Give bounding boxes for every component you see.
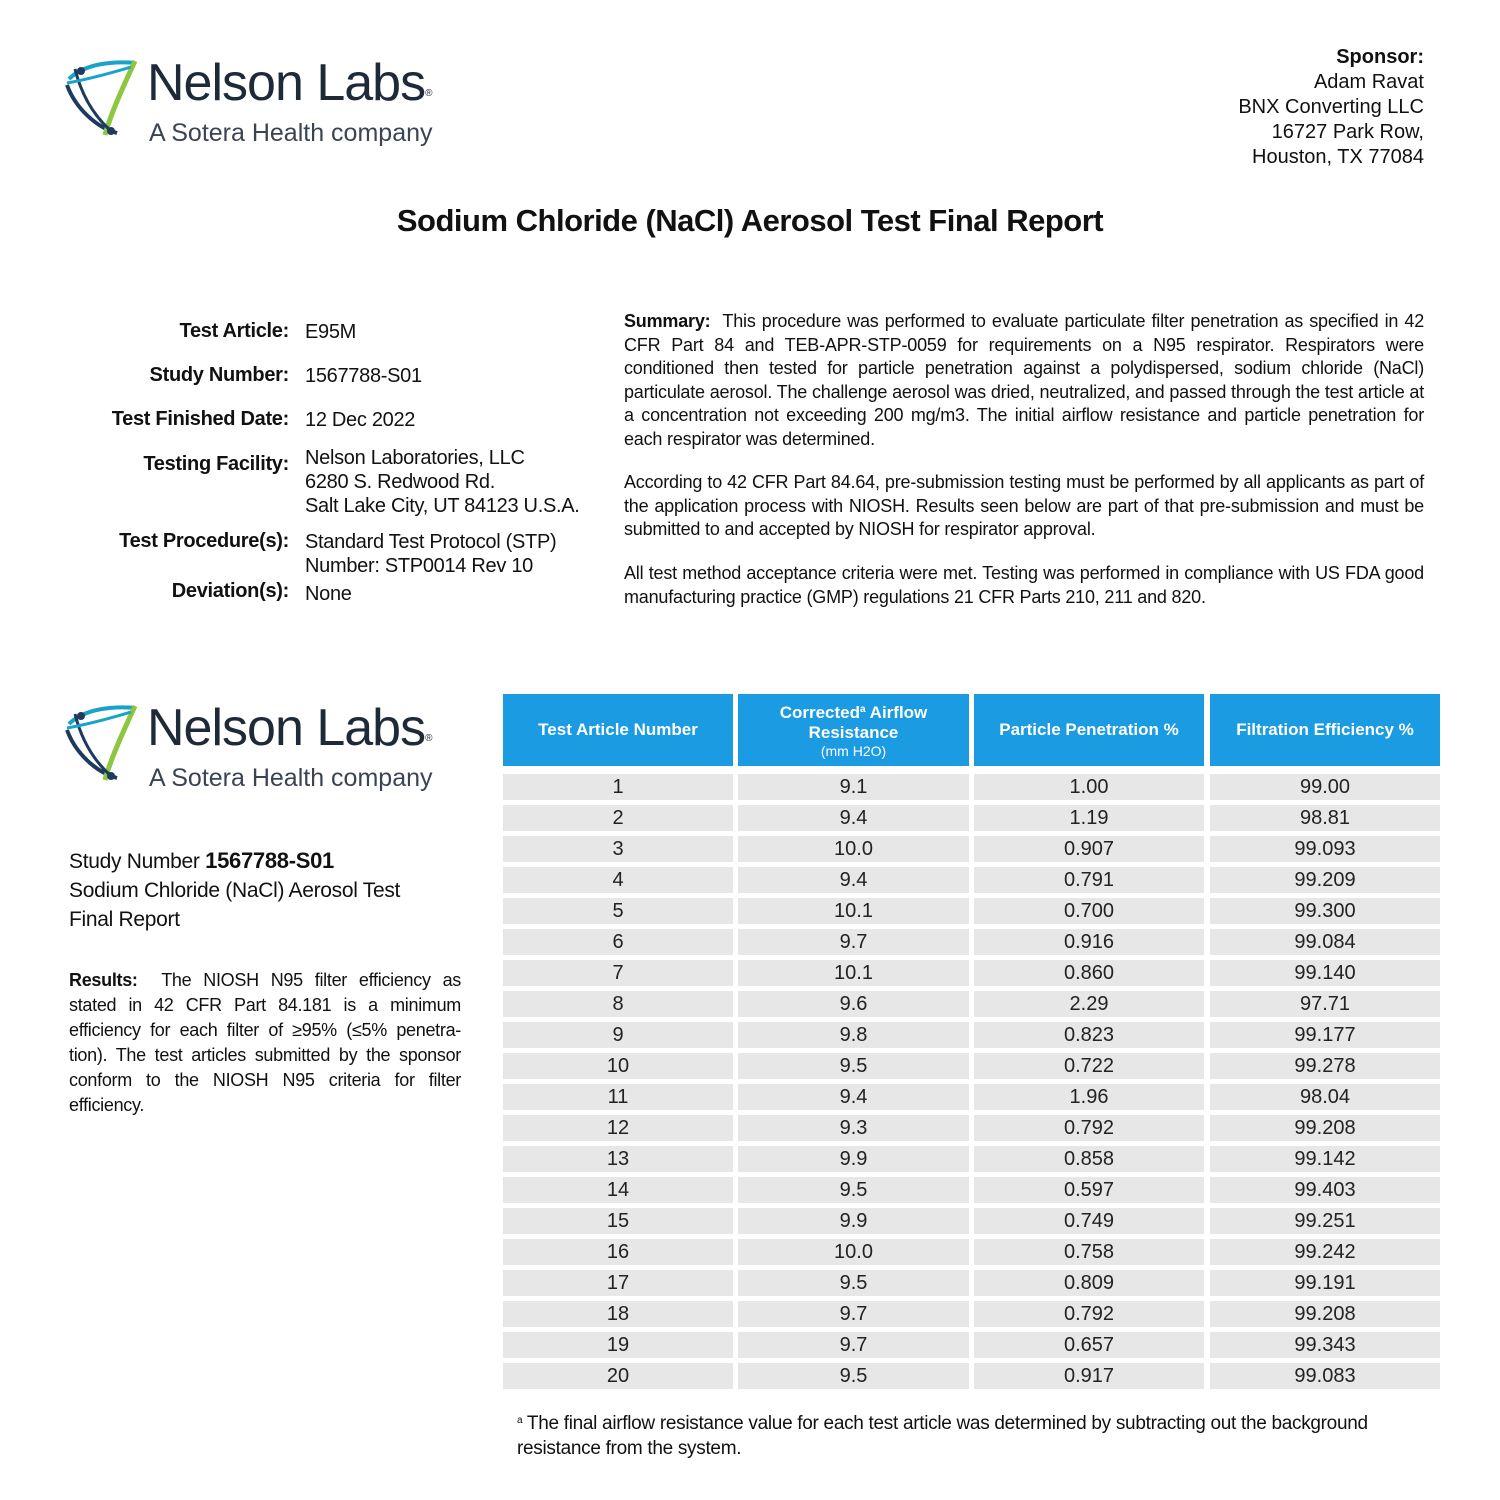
cell-airflow-resistance: 9.6 xyxy=(738,991,969,1017)
cell-test-article-number: 16 xyxy=(503,1239,733,1265)
cell-airflow-resistance: 10.0 xyxy=(738,836,969,862)
cell-test-article-number: 10 xyxy=(503,1053,733,1079)
cell-test-article-number: 1 xyxy=(503,774,733,800)
cell-filtration-efficiency: 99.00 xyxy=(1210,774,1440,800)
sponsor-line: Adam Ravat xyxy=(1313,71,1424,93)
header-particle-penetration: Particle Penetration % xyxy=(974,694,1204,766)
cell-test-article-number: 18 xyxy=(503,1301,733,1327)
cell-airflow-resistance: 9.5 xyxy=(738,1177,969,1203)
cell-airflow-resistance: 9.5 xyxy=(738,1363,969,1389)
cell-filtration-efficiency: 98.04 xyxy=(1210,1084,1440,1110)
cell-test-article-number: 13 xyxy=(503,1146,733,1172)
study-number-bold: 1567788-S01 xyxy=(205,848,334,873)
cell-particle-penetration: 0.597 xyxy=(974,1177,1204,1203)
cell-filtration-efficiency: 99.084 xyxy=(1210,929,1440,955)
cell-test-article-number: 9 xyxy=(503,1022,733,1048)
cell-airflow-resistance: 9.3 xyxy=(738,1115,969,1141)
logo-wordmark: Nelson Labs® xyxy=(147,54,432,112)
cell-particle-penetration: 0.916 xyxy=(974,929,1204,955)
facility-line: Nelson Laboratories, LLC xyxy=(305,447,525,469)
cell-filtration-efficiency: 99.140 xyxy=(1210,960,1440,986)
test-article-value: E95M xyxy=(305,321,357,343)
study-number-label: Study Number: xyxy=(149,364,289,386)
study-title-line: Sodium Chloride (NaCl) Aerosol Test xyxy=(69,879,401,902)
cell-particle-penetration: 0.917 xyxy=(974,1363,1204,1389)
deviations-value: None xyxy=(305,583,352,605)
report-title: Sodium Chloride (NaCl) Aerosol Test Final Report xyxy=(396,203,1104,238)
cell-airflow-resistance: 9.4 xyxy=(738,1084,969,1110)
cell-filtration-efficiency: 99.251 xyxy=(1210,1208,1440,1234)
cell-filtration-efficiency: 98.81 xyxy=(1210,805,1440,831)
cell-filtration-efficiency: 99.093 xyxy=(1210,836,1440,862)
cell-filtration-efficiency: 99.300 xyxy=(1210,898,1440,924)
cell-airflow-resistance: 9.7 xyxy=(738,929,969,955)
header-test-article-number: Test Article Number xyxy=(503,694,733,766)
cell-test-article-number: 20 xyxy=(503,1363,733,1389)
cell-particle-penetration: 0.792 xyxy=(974,1115,1204,1141)
cell-filtration-efficiency: 99.278 xyxy=(1210,1053,1440,1079)
cell-airflow-resistance: 9.9 xyxy=(738,1146,969,1172)
deviations-label: Deviation(s): xyxy=(171,580,289,602)
study-number-line: Study Number 1567788-S01 xyxy=(69,848,334,873)
cell-airflow-resistance: 9.5 xyxy=(738,1053,969,1079)
facility-line: Salt Lake City, UT 84123 U.S.A. xyxy=(305,495,580,517)
study-number-value: 1567788-S01 xyxy=(305,365,422,387)
cell-particle-penetration: 0.907 xyxy=(974,836,1204,862)
footnote: $^a$ The final airflow resistance value for each test article was determined by subtracting out the background resistance from the system. xyxy=(517,1413,1368,1459)
test-procedure-label: Test Procedure(s): xyxy=(119,530,289,552)
sponsor-line: BNX Converting LLC xyxy=(1238,96,1424,118)
cell-test-article-number: 7 xyxy=(503,960,733,986)
cell-filtration-efficiency: 99.208 xyxy=(1210,1115,1440,1141)
cell-particle-penetration: 0.809 xyxy=(974,1270,1204,1296)
cell-particle-penetration: 0.758 xyxy=(974,1239,1204,1265)
cell-particle-penetration: 0.823 xyxy=(974,1022,1204,1048)
nelson-labs-logo-top xyxy=(65,54,465,157)
cell-airflow-resistance: 10.0 xyxy=(738,1239,969,1265)
cell-airflow-resistance: 9.4 xyxy=(738,867,969,893)
cell-airflow-resistance: 10.1 xyxy=(738,898,969,924)
footnote-marker: a xyxy=(517,1415,523,1426)
cell-test-article-number: 6 xyxy=(503,929,733,955)
cell-airflow-resistance: 9.9 xyxy=(738,1208,969,1234)
study-title-line: Final Report xyxy=(69,908,180,931)
cell-filtration-efficiency: 99.209 xyxy=(1210,867,1440,893)
cell-test-article-number: 2 xyxy=(503,805,733,831)
cell-filtration-efficiency: 99.343 xyxy=(1210,1332,1440,1358)
cell-test-article-number: 17 xyxy=(503,1270,733,1296)
results-paragraph: Results: The NIOSH N95 filter efficiency as stated in 42 CFR Part 84.181 is a minimum efficiency for each filter of ≥95% (≤5% penetra-tion). The test articles submitted by the sponsor conform to the NIOSH N95 criteria for filter efficiency. xyxy=(69,970,462,1115)
logo-tagline: A Sotera Health company xyxy=(149,764,433,792)
cell-particle-penetration: 0.792 xyxy=(974,1301,1204,1327)
test-finished-date-value: 12 Dec 2022 xyxy=(305,409,416,431)
cell-particle-penetration: 0.749 xyxy=(974,1208,1204,1234)
sponsor-block xyxy=(1238,45,1424,170)
sponsor-label: Sponsor: xyxy=(1336,46,1424,68)
cell-test-article-number: 15 xyxy=(503,1208,733,1234)
cell-filtration-efficiency: 99.083 xyxy=(1210,1363,1440,1389)
cell-filtration-efficiency: 99.177 xyxy=(1210,1022,1440,1048)
study-block xyxy=(69,846,469,934)
cell-airflow-resistance: 10.1 xyxy=(738,960,969,986)
logo-tagline: A Sotera Health company xyxy=(149,119,433,147)
cell-test-article-number: 3 xyxy=(503,836,733,862)
testing-facility-label: Testing Facility: xyxy=(143,453,289,475)
summary-paragraph-1: Summary: This procedure was performed to evaluate particulate filter penetration as specified in 42 CFR Part 84 and TEB-APR-STP-0059 for requirements on a N95 respirator. Respirators were conditioned then tested for particle penetration against a polydispersed, sodium chloride (NaCl) particulate aerosol. The challenge aerosol was dried, neutralized, and passed through the test article at a concentration not exceeding 200 mg/m3. The initial airflow resistance and particle penetration for each respirator was determined. xyxy=(624,311,1425,449)
cell-airflow-resistance: 9.4 xyxy=(738,805,969,831)
cell-filtration-efficiency: 99.142 xyxy=(1210,1146,1440,1172)
summary-paragraph-3: All test method acceptance criteria were met. Testing was performed in compliance with US FDA good manufacturing practice (GMP) regulations 21 CFR Parts 210, 211 and 820. xyxy=(624,563,1424,607)
cell-test-article-number: 12 xyxy=(503,1115,733,1141)
summary-label: Summary: xyxy=(624,311,711,331)
nelson-labs-logo-bottom xyxy=(65,699,465,802)
cell-test-article-number: 5 xyxy=(503,898,733,924)
cell-airflow-resistance: 9.8 xyxy=(738,1022,969,1048)
sponsor-line: Houston, TX 77084 xyxy=(1252,146,1424,168)
cell-airflow-resistance: 9.7 xyxy=(738,1332,969,1358)
nelson-labs-logo-icon xyxy=(65,702,139,782)
procedure-line: Number: STP0014 Rev 10 xyxy=(305,555,533,577)
cell-airflow-resistance: 9.5 xyxy=(738,1270,969,1296)
header-airflow-resistance: Corrected$^a$ Airflow Resistance (mm H2O) xyxy=(738,694,969,766)
sponsor-line: 16727 Park Row, xyxy=(1271,121,1424,143)
test-finished-date-label: Test Finished Date: xyxy=(111,408,289,430)
cell-test-article-number: 11 xyxy=(503,1084,733,1110)
cell-particle-penetration: 0.700 xyxy=(974,898,1204,924)
cell-filtration-efficiency: 99.191 xyxy=(1210,1270,1440,1296)
cell-particle-penetration: 0.860 xyxy=(974,960,1204,986)
cell-particle-penetration: 0.657 xyxy=(974,1332,1204,1358)
procedure-line: Standard Test Protocol (STP) xyxy=(305,531,557,553)
testing-facility-value xyxy=(305,446,580,518)
logo-wordmark: Nelson Labs® xyxy=(147,699,432,757)
cell-test-article-number: 4 xyxy=(503,867,733,893)
cell-filtration-efficiency: 99.208 xyxy=(1210,1301,1440,1327)
summary-paragraph-2: According to 42 CFR Part 84.64, pre-submission testing must be performed by all applicants as part of the application process with NIOSH. Results seen below are part of that pre-submission and must be submitted to and accepted by NIOSH for respirator approval. xyxy=(624,472,1424,539)
cell-particle-penetration: 1.00 xyxy=(974,774,1204,800)
nelson-labs-logo-icon xyxy=(65,57,139,137)
cell-test-article-number: 19 xyxy=(503,1332,733,1358)
test-procedure-value xyxy=(305,530,556,578)
cell-filtration-efficiency: 97.71 xyxy=(1210,991,1440,1017)
cell-airflow-resistance: 9.1 xyxy=(738,774,969,800)
cell-filtration-efficiency: 99.242 xyxy=(1210,1239,1440,1265)
cell-test-article-number: 8 xyxy=(503,991,733,1017)
facility-line: 6280 S. Redwood Rd. xyxy=(305,471,495,493)
cell-test-article-number: 14 xyxy=(503,1177,733,1203)
cell-airflow-resistance: 9.7 xyxy=(738,1301,969,1327)
cell-filtration-efficiency: 99.403 xyxy=(1210,1177,1440,1203)
test-article-label: Test Article: xyxy=(179,320,289,342)
cell-particle-penetration: 1.19 xyxy=(974,805,1204,831)
cell-particle-penetration: 1.96 xyxy=(974,1084,1204,1110)
results-label: Results: xyxy=(69,970,138,990)
cell-particle-penetration: 2.29 xyxy=(974,991,1204,1017)
header-filtration-efficiency: Filtration Efficiency % xyxy=(1210,694,1440,766)
cell-particle-penetration: 0.722 xyxy=(974,1053,1204,1079)
cell-particle-penetration: 0.791 xyxy=(974,867,1204,893)
cell-particle-penetration: 0.858 xyxy=(974,1146,1204,1172)
